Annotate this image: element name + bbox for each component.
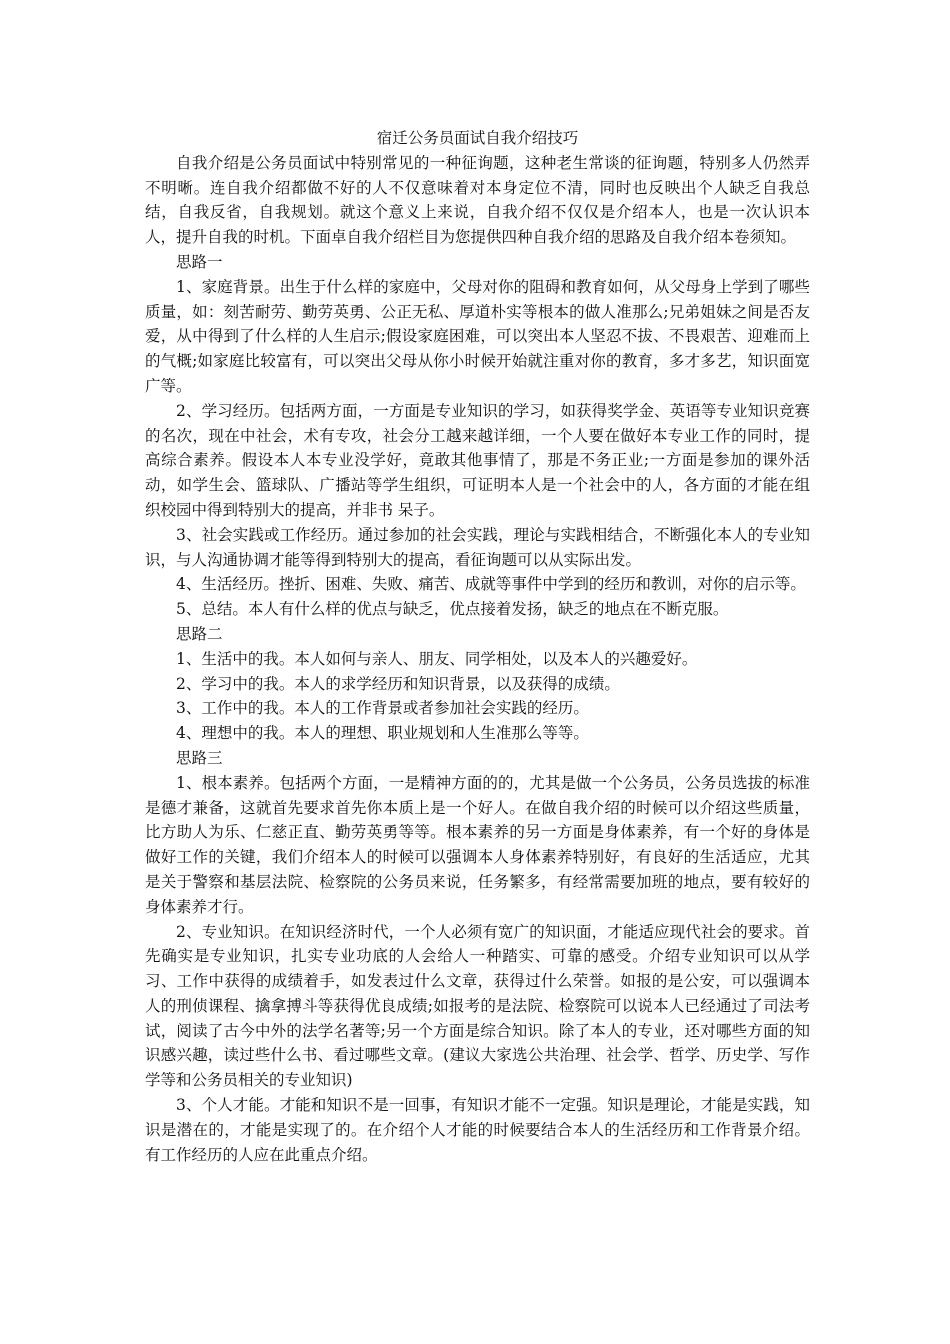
section1-item-2: 2、学习经历。包括两方面，一方面是专业知识的学习，如获得奖学金、英语等专业知识竞赛的名次，现在中社会，术有专攻，社会分工越来越详细，一个人要在做好本专业工作的同时，提高综合素养。假设本人本专业没学好，竟敢其他事情了，那是不务正业;一方面是参加的课外活动，如学生会、篮球队、广播站等学生组织，可证明本人是一个社会中的人，各方面的才能在组织校园中得到特别大的提高，并非书 呆子。 [145, 401, 810, 519]
section3-item-3: 3、个人才能。才能和知识不是一回事，有知识才能不一定强。知识是理论，才能是实践，知识是潜在的，才能是实现了的。在介绍个人才能的时候要结合本人的生活经历和工作背景介绍。有工作经历的人应在此重点介绍。 [145, 1096, 810, 1164]
section2-item-2: 2、学习中的我。本人的求学经历和知识背景，以及获得的成绩。 [176, 674, 620, 693]
section-heading-1: 思路一 [176, 252, 223, 271]
section3-item-2: 2、专业知识。在知识经济时代，一个人必须有宽广的知识面，才能适应现代社会的要求。首先确实是专业知识，扎实专业功底的人会给人一种踏实、可靠的感受。介绍专业知识可以从学习、工作中获得的成绩着手，如发表过什么文章，获得过什么荣誉。如报的是公安，可以强调本人的刑侦课程、擒拿搏斗等获得优良成绩;如报考的是法院、检察院可以说本人已经通过了司法考试，阅读了古今中外的法学名著等;另一个方面是综合知识。除了本人的专业，还对哪些方面的知识感兴趣，读过些什么书、看过哪些文章。(建议大家选公共治理、社会学、哲学、历史学、写作学等和公务员相关的专业知识) [145, 922, 810, 1090]
section2-item-3: 3、工作中的我。本人的工作背景或者参加社会实践的经历。 [176, 699, 589, 718]
section-heading-3: 思路三 [176, 748, 223, 767]
document-page [145, 126, 810, 1167]
section2-item-4: 4、理想中的我。本人的理想、职业规划和人生准那么等等。 [176, 724, 589, 743]
section1-item-3: 3、社会实践或工作经历。通过参加的社会实践，理论与实践相结合，不断强化本人的专业知识，与人沟通协调才能等得到特别大的提高，看征询题可以从实际出发。 [145, 525, 810, 569]
section1-item-1: 1、家庭背景。出生于什么样的家庭中，父母对你的阻碍和教育如何，从父母身上学到了哪些质量，如：刻苦耐劳、勤劳英勇、公正无私、厚道朴实等根本的做人准那么;兄弟姐妹之间是否友爱，从中得到了什么样的人生启示;假设家庭困难，可以突出本人坚忍不拔、不畏艰苦、迎难而上的气概;如家庭比较富有，可以突出父母从你小时候开始就注重对你的教育，多才多艺，知识面宽广等。 [145, 277, 810, 395]
document-title: 宿迁公务员面试自我介绍技巧 [376, 129, 579, 147]
intro-paragraph: 自我介绍是公务员面试中特别常见的一种征询题，这种老生常谈的征询题，特别多人仍然弄不明晰。连自我介绍都做不好的人不仅意味着对本身定位不清，同时也反映出个人缺乏自我总结，自我反省，自我规划。就这个意义上来说，自我介绍不仅仅是介绍本人，也是一次认识本人，提升自我的时机。下面卓自我介绍栏目为您提供四种自我介绍的思路及自我介绍本卷须知。 [145, 153, 810, 247]
section2-item-1: 1、生活中的我。本人如何与亲人、朋友、同学相处，以及本人的兴趣爱好。 [176, 649, 698, 668]
section3-item-1: 1、根本素养。包括两个方面，一是精神方面的的，尤其是做一个公务员，公务员选拔的标准是德才兼备，这就首先要求首先你本质上是一个好人。在做自我介绍的时候可以介绍这些质量，比方助人为乐、仁慈正直、勤劳英勇等等。根本素养的另一方面是身体素养，有一个好的身体是做好工作的关键，我们介绍本人的时候可以强调本人身体素养特别好，有良好的生活适应，尤其是关于警察和基层法院、检察院的公务员来说，任务繁多，有经常需要加班的地点，要有较好的身体素养才行。 [145, 773, 810, 916]
section1-item-5: 5、总结。本人有什么样的优点与缺乏，优点接着发扬，缺乏的地点在不断克服。 [176, 600, 729, 619]
section1-item-4: 4、生活经历。挫折、困难、失败、痛苦、成就等事件中学到的经历和教训，对你的启示等。 [176, 575, 806, 594]
section-heading-2: 思路二 [176, 624, 223, 643]
